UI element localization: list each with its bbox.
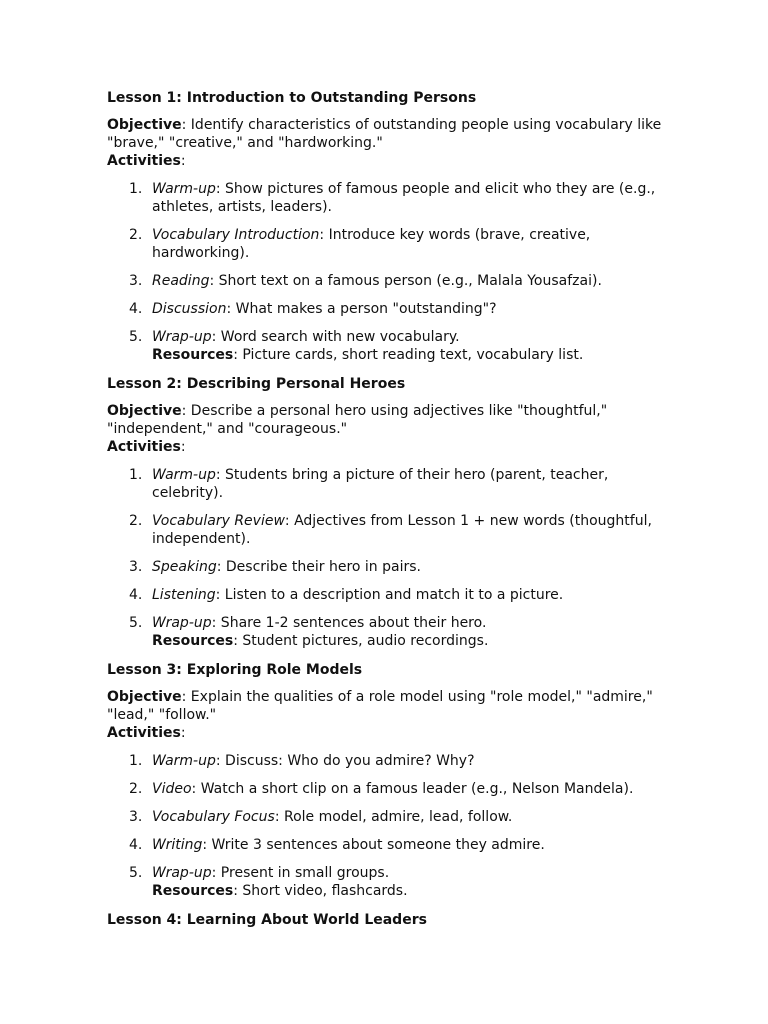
list-item bbox=[107, 226, 667, 262]
list-item bbox=[107, 328, 667, 364]
activities-colon: : bbox=[180, 439, 186, 455]
lesson-title: Lesson 1: Introduction to Outstanding Persons bbox=[107, 90, 477, 106]
objective-text: : Identify characteristics of outstanding people using vocabulary like "brave," "creative," and "hardworking." bbox=[107, 117, 662, 151]
activities-label: Activities bbox=[107, 153, 181, 169]
objective-label: Objective bbox=[107, 689, 182, 705]
item-text: : Short text on a famous person (e.g., Malala Yousafzai). bbox=[209, 273, 602, 289]
item-text: : Describe their hero in pairs. bbox=[216, 559, 421, 575]
item-number: 5. bbox=[129, 615, 143, 631]
item-number: 2. bbox=[129, 227, 143, 243]
item-text: : Listen to a description and match it to a picture. bbox=[215, 587, 564, 603]
item-number: 2. bbox=[129, 781, 143, 797]
item-text: : Write 3 sentences about someone they admire. bbox=[202, 837, 545, 853]
resources-text: : Student pictures, audio recordings. bbox=[233, 633, 489, 649]
item-term: Wrap-up bbox=[152, 615, 212, 631]
item-term: Vocabulary Focus bbox=[152, 809, 275, 825]
item-text: : Show pictures of famous people and elicit who they are (e.g., athletes, artists, leaders). bbox=[152, 181, 656, 215]
lesson-1 bbox=[107, 88, 667, 364]
lesson-title: Lesson 4: Learning About World Leaders bbox=[107, 912, 427, 928]
item-text: : Adjectives from Lesson 1 + new words (thoughtful, independent). bbox=[152, 513, 652, 547]
item-text: : What makes a person "outstanding"? bbox=[226, 301, 497, 317]
objective-paragraph bbox=[107, 116, 667, 152]
lesson-2 bbox=[107, 374, 667, 650]
lesson-4 bbox=[107, 910, 667, 930]
resources-label: Resources bbox=[152, 633, 234, 649]
list-item bbox=[107, 808, 667, 826]
item-text: : Introduce key words (brave, creative, hardworking). bbox=[152, 227, 591, 261]
document-page bbox=[107, 88, 667, 938]
item-text: : Role model, admire, lead, follow. bbox=[274, 809, 513, 825]
item-term: Warm-up bbox=[152, 467, 216, 483]
item-number: 1. bbox=[129, 753, 143, 769]
list-item bbox=[107, 836, 667, 854]
item-term: Warm-up bbox=[152, 753, 216, 769]
item-term: Vocabulary Introduction bbox=[152, 227, 320, 243]
activities-list bbox=[107, 752, 667, 900]
lesson-title: Lesson 2: Describing Personal Heroes bbox=[107, 376, 406, 392]
item-number: 2. bbox=[129, 513, 143, 529]
item-number: 3. bbox=[129, 273, 143, 289]
objective-text: : Describe a personal hero using adjectives like "thoughtful," "independent," and "courageous." bbox=[107, 403, 608, 437]
item-term: Wrap-up bbox=[152, 329, 212, 345]
item-text: : Discuss: Who do you admire? Why? bbox=[215, 753, 475, 769]
objective-paragraph bbox=[107, 688, 667, 724]
list-item bbox=[107, 780, 667, 798]
item-term: Warm-up bbox=[152, 181, 216, 197]
objective-text: : Explain the qualities of a role model using "role model," "admire," "lead," "follow." bbox=[107, 689, 653, 723]
activities-colon: : bbox=[180, 153, 186, 169]
activities-heading bbox=[107, 724, 667, 742]
activities-label: Activities bbox=[107, 439, 181, 455]
item-number: 5. bbox=[129, 865, 143, 881]
activities-list bbox=[107, 180, 667, 364]
resources-label: Resources bbox=[152, 883, 234, 899]
list-item bbox=[107, 586, 667, 604]
item-term: Wrap-up bbox=[152, 865, 212, 881]
item-term: Speaking bbox=[152, 559, 217, 575]
item-number: 3. bbox=[129, 559, 143, 575]
objective-label: Objective bbox=[107, 117, 182, 133]
item-number: 1. bbox=[129, 467, 143, 483]
activities-heading bbox=[107, 152, 667, 170]
activities-colon: : bbox=[180, 725, 186, 741]
item-text: : Share 1-2 sentences about their hero. bbox=[211, 615, 487, 631]
item-text: : Watch a short clip on a famous leader (e.g., Nelson Mandela). bbox=[191, 781, 634, 797]
objective-paragraph bbox=[107, 402, 667, 438]
item-number: 4. bbox=[129, 587, 143, 603]
lesson-title: Lesson 3: Exploring Role Models bbox=[107, 662, 363, 678]
list-item bbox=[107, 180, 667, 216]
item-number: 3. bbox=[129, 809, 143, 825]
resources-text: : Picture cards, short reading text, vocabulary list. bbox=[233, 347, 584, 363]
item-term: Video bbox=[152, 781, 192, 797]
list-item bbox=[107, 300, 667, 318]
item-text: : Present in small groups. bbox=[211, 865, 390, 881]
lesson-3 bbox=[107, 660, 667, 900]
item-number: 1. bbox=[129, 181, 143, 197]
resources-text: : Short video, flashcards. bbox=[233, 883, 408, 899]
list-item bbox=[107, 466, 667, 502]
activities-heading bbox=[107, 438, 667, 456]
activities-label: Activities bbox=[107, 725, 181, 741]
objective-label: Objective bbox=[107, 403, 182, 419]
item-number: 5. bbox=[129, 329, 143, 345]
list-item bbox=[107, 272, 667, 290]
item-term: Reading bbox=[152, 273, 210, 289]
item-term: Vocabulary Review bbox=[152, 513, 285, 529]
list-item bbox=[107, 864, 667, 900]
resources-label: Resources bbox=[152, 347, 234, 363]
list-item bbox=[107, 614, 667, 650]
activities-list bbox=[107, 466, 667, 650]
item-text: : Word search with new vocabulary. bbox=[211, 329, 460, 345]
list-item bbox=[107, 512, 667, 548]
item-term: Writing bbox=[152, 837, 203, 853]
list-item bbox=[107, 752, 667, 770]
item-number: 4. bbox=[129, 837, 143, 853]
list-item bbox=[107, 558, 667, 576]
item-number: 4. bbox=[129, 301, 143, 317]
item-text: : Students bring a picture of their hero (parent, teacher, celebrity). bbox=[152, 467, 609, 501]
item-term: Discussion bbox=[152, 301, 227, 317]
item-term: Listening bbox=[152, 587, 216, 603]
